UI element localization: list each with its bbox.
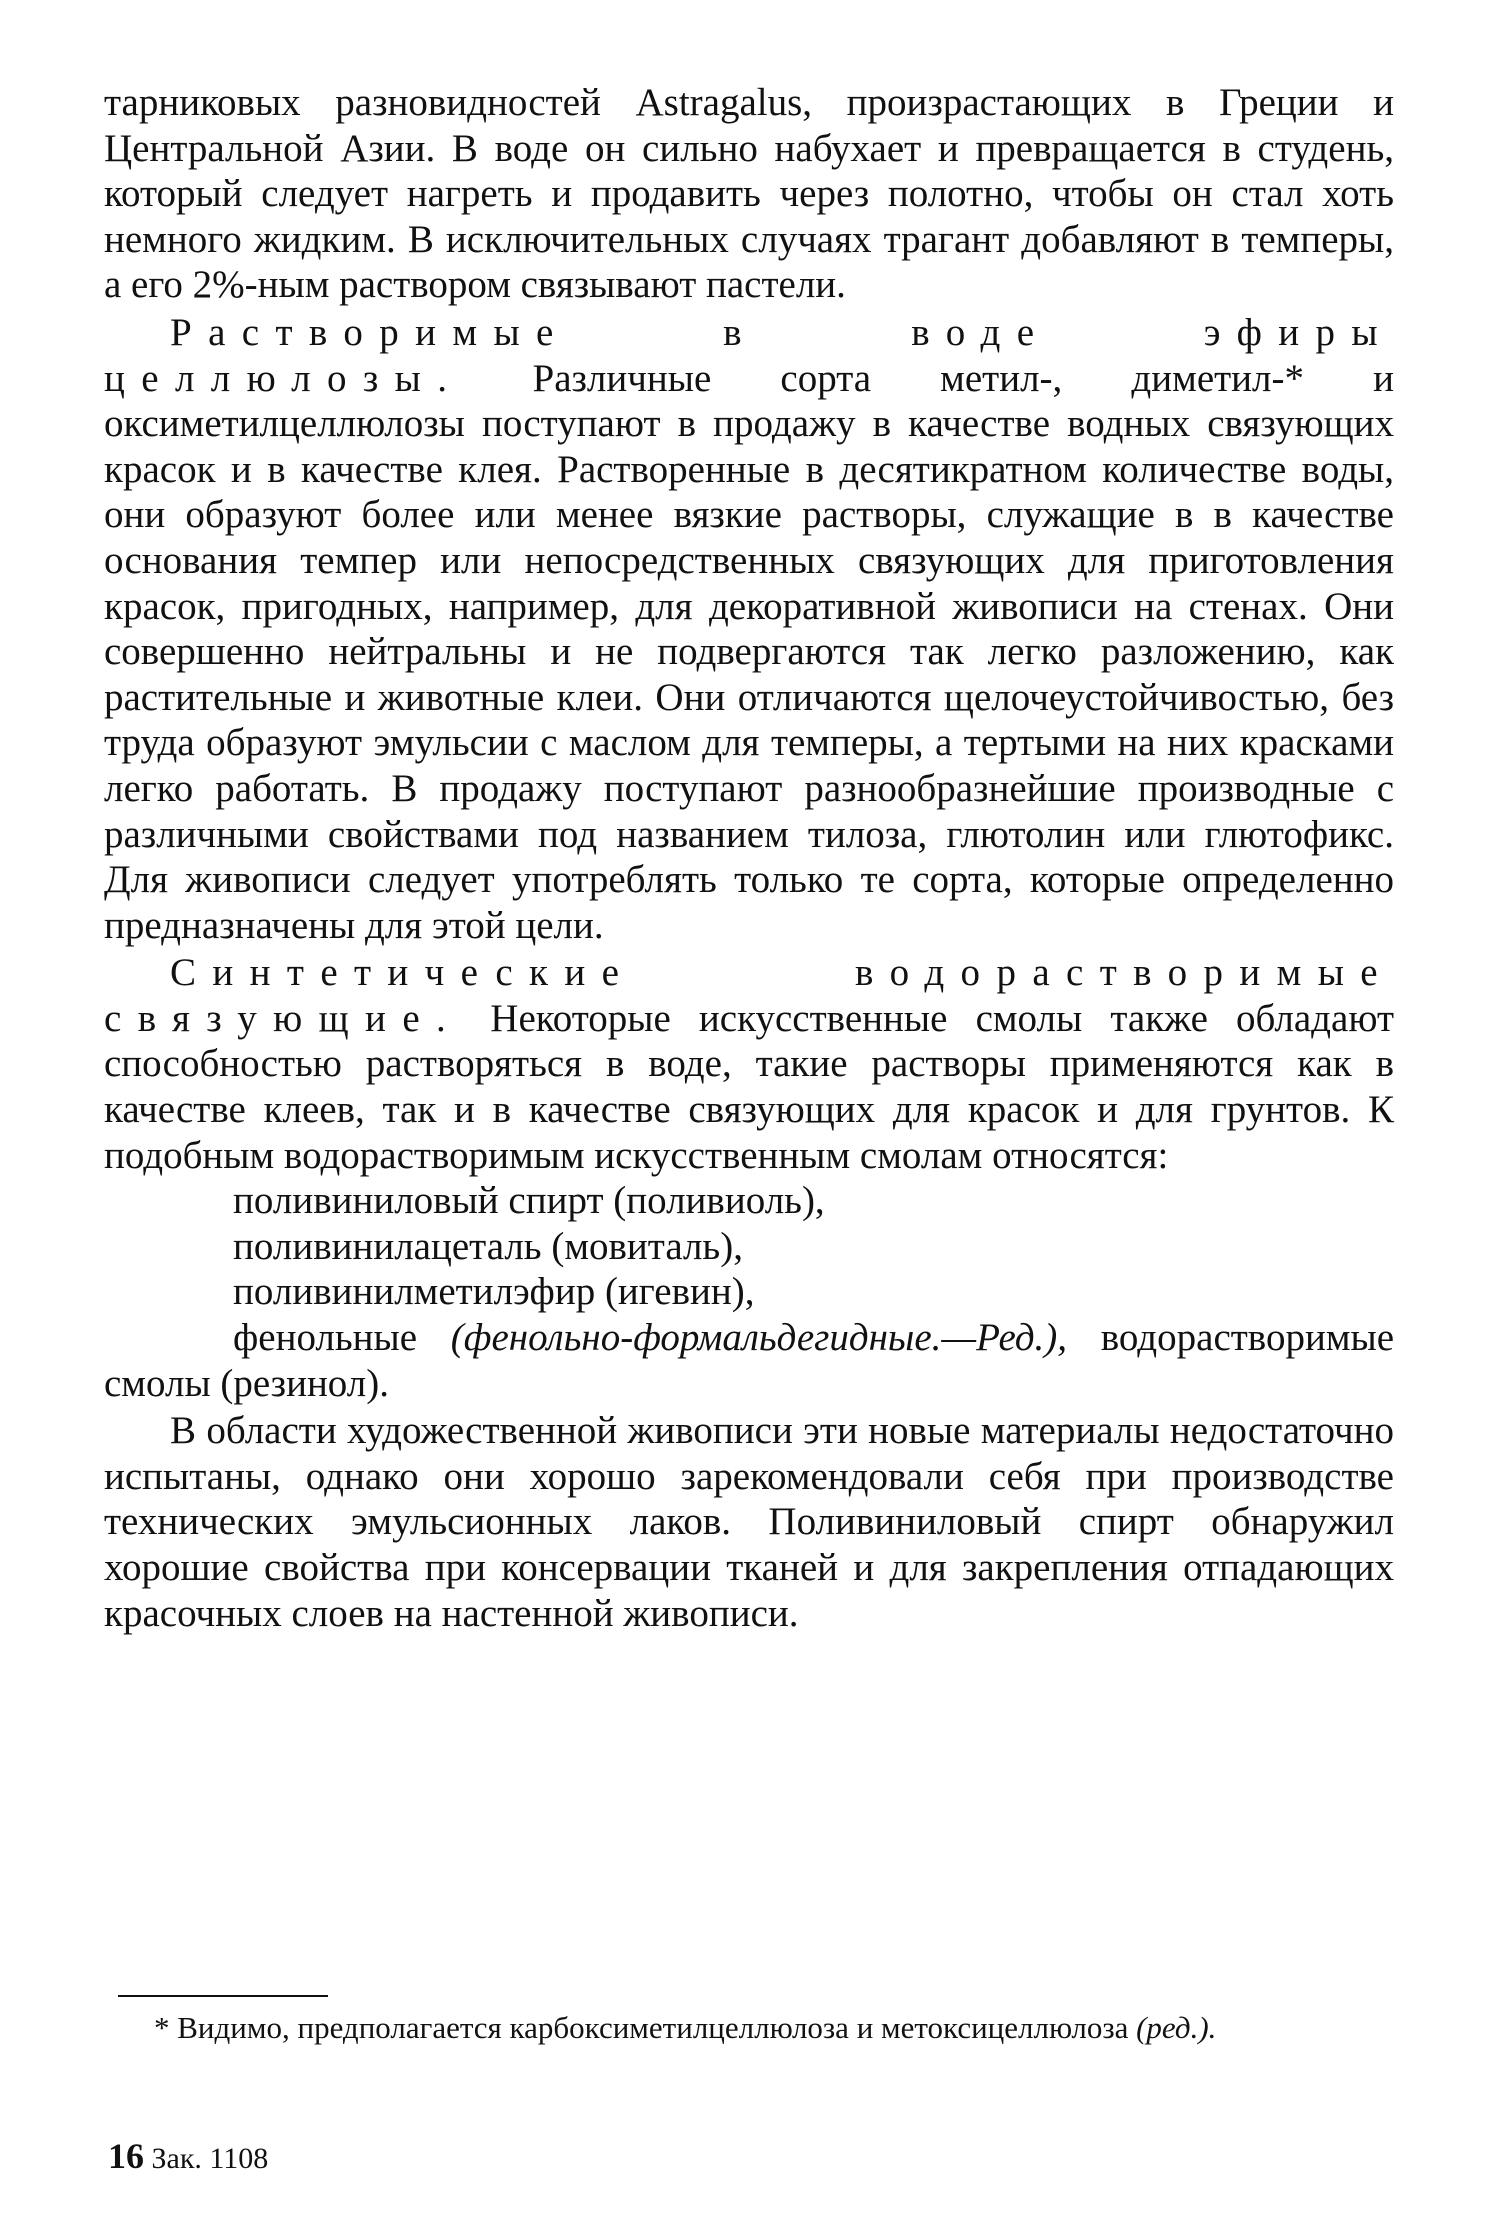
footnote-divider <box>118 1995 328 1997</box>
page-body <box>104 80 1394 1636</box>
footnote-editor-note: (ред.). <box>1136 2010 1217 2045</box>
section-heading-synthetic-binders: Синтетические водорастворимые связующие. <box>104 951 1394 1040</box>
paragraph-conclusion: В области художественной живописи эти новые материалы недостаточно испытаны, однако они хорошо зарекомендовали себя при производстве технических эмульсионных лаков. Поливиниловый спирт обнаружил хорошие свойства при консервации тканей и для закрепления отпадающих красочных слоев на настенной живописи. <box>104 1409 1394 1635</box>
paragraph-tragant: тарниковых разновидностей Astragalus, произрастающих в Греции и Центральной Азии. В воде он сильно набухает и превращается в студень, который следует нагреть и продавить через полотно, чтобы он стал хоть немного жидким. В исключительных случаях трагант добавляют в темперы, а его 2%-ным раствором связывают пастели. <box>104 81 1394 307</box>
editor-note: (фенольно-формальдегидные.—Ред.), <box>450 1316 1068 1360</box>
list-item-text: фенольные <box>233 1316 418 1360</box>
paragraph-synthetic-binders-body: Некоторые искусственные смолы также обладают способностью растворяться в воде, такие растворы применяются как в качестве клеев, так и в качестве связующих для красок и для грунтов. К подобным водорастворимым искусственным смолам относятся: <box>104 996 1394 1177</box>
printer-sheet-mark <box>108 2138 268 2177</box>
list-item-text: водорастворимые смолы (резинол). <box>104 1316 1395 1405</box>
footnote <box>104 2009 1394 2046</box>
list-item <box>104 1315 1394 1406</box>
footnote-text: * Видимо, предполагается карбоксиметилцеллюлоза и метоксицеллюлоза <box>154 2010 1129 2045</box>
list-item: поливиниловый спирт (поливиоль), <box>233 1179 825 1223</box>
paragraph-synthetic-binders <box>104 950 1394 1178</box>
paragraph-cellulose-ethers-body: Различные сорта метил-, диметил-* и оксиметилцеллюлозы поступают в продажу в качестве водных связующих красок и в качестве клея. Растворенные в десятикратном количестве воды, они образуют более или менее вязкие растворы, служащие в в качестве основания темпер или непосредственных связующих для приготовления красок, пригодных, например, для декоративной живописи на стенах. Они совершенно нейтральны и не подвергаются так легко разложению, как растительные и животные клеи. Они отличаются щелочеустойчивостью, без труда образуют эмульсии с маслом для темперы, а тертыми на них красками легко работать. В продажу поступают разнообразнейшие производные с различными свойствами под названием тилоза, глютолин или глютофикс. Для живописи следует употреблять только те сорта, которые определенно предназначены для этой цели. <box>104 356 1394 947</box>
section-heading-cellulose-ethers: Растворимые в воде эфиры целлюлозы. <box>104 310 1394 400</box>
sheet-number: 16 <box>108 2136 144 2176</box>
resin-list <box>104 1178 1394 1406</box>
list-item: поливинилметилэфир (игевин), <box>233 1270 755 1314</box>
order-number: Зак. 1108 <box>151 2142 269 2175</box>
paragraph-cellulose-ethers <box>104 310 1394 948</box>
list-item: поливинилацеталь (мовиталь), <box>233 1224 743 1268</box>
